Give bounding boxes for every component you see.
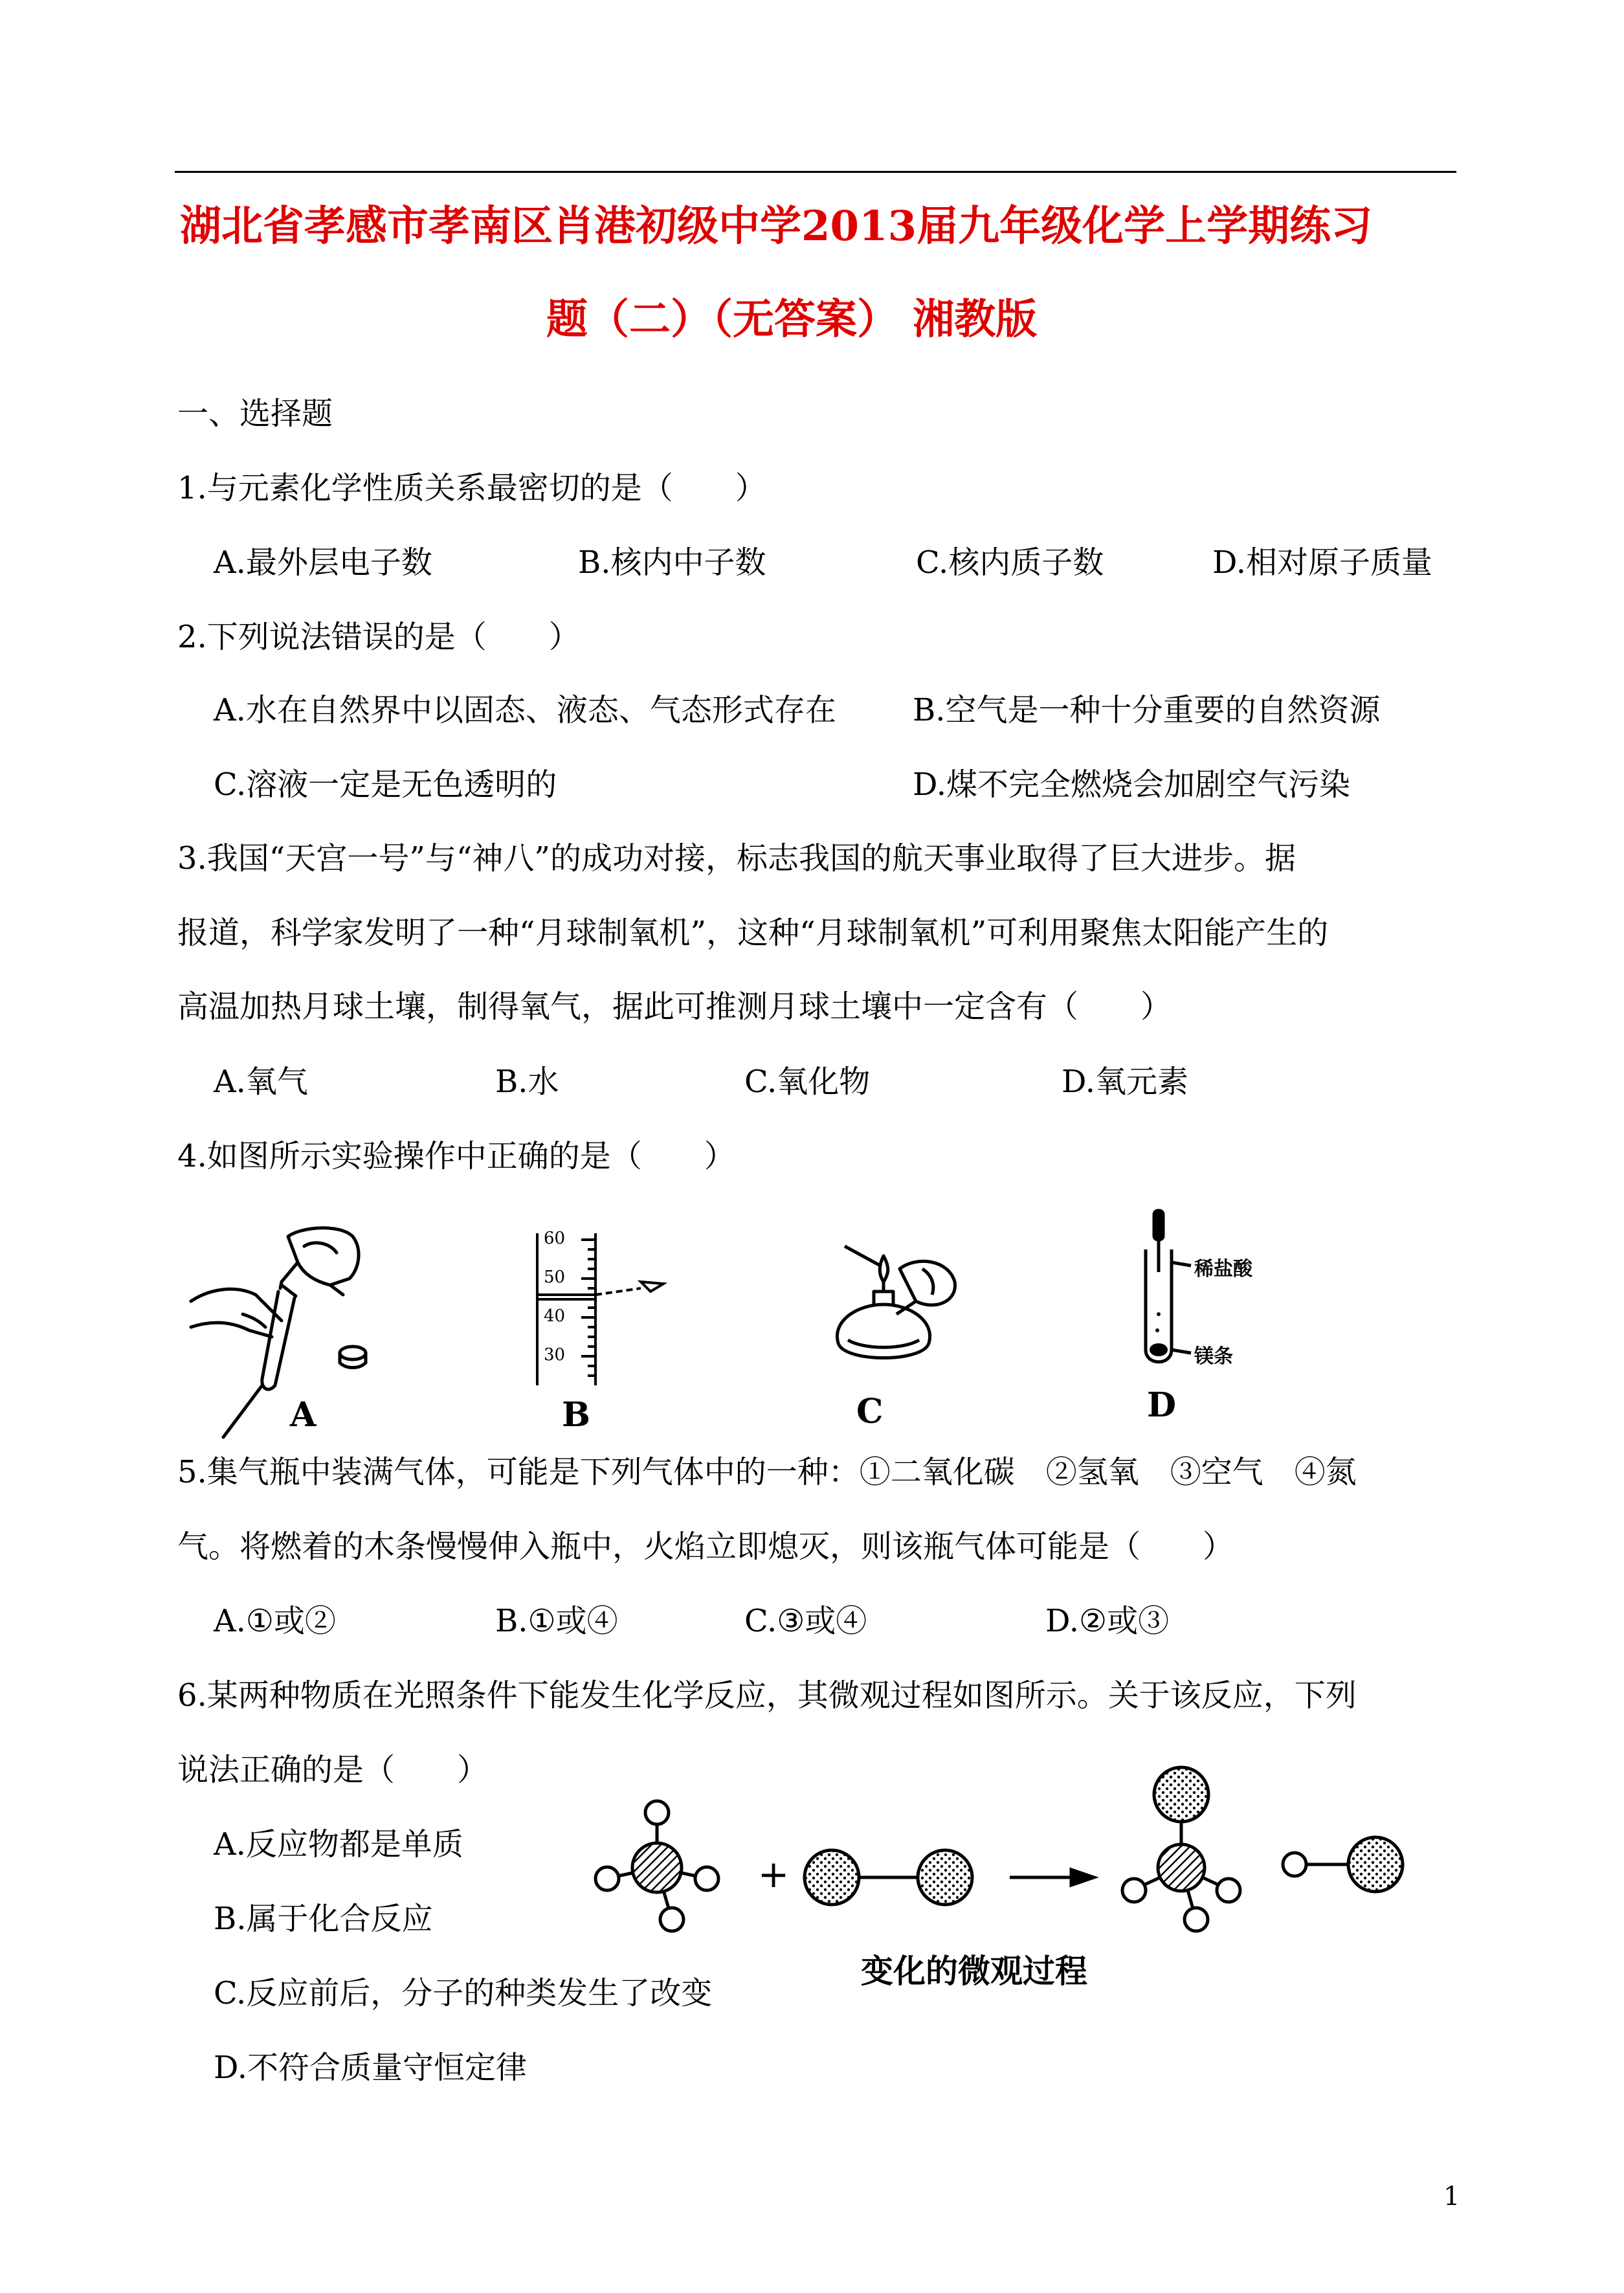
q6-option-a: A.反应物都是单质 — [214, 1826, 463, 1862]
q3-line3: 高温加热月球土壤，制得氧气，据此可推测月球土壤中一定含有（ ） — [177, 989, 1172, 1025]
page-title-line2: 题（二）（无答案） 湘教版 — [546, 295, 1038, 344]
q2-option-c: C.溶液一定是无色透明的 — [214, 766, 557, 803]
pouring-liquid-illustration — [184, 1224, 379, 1444]
alcohol-lamp-illustration — [819, 1243, 968, 1379]
q3-option-a: A.氧气 — [214, 1064, 308, 1100]
q2-stem: 2.下列说法错误的是（ ） — [177, 619, 580, 655]
plus-sign: + — [757, 1852, 790, 1896]
q5-line1: 5.集气瓶中装满气体，可能是下列气体中的一种：①二氧化碳 ②氢氧 ③空气 ④氮 — [177, 1454, 1357, 1490]
figure-label-a: A — [290, 1395, 317, 1435]
q4-stem: 4.如图所示实验操作中正确的是（ ） — [177, 1138, 735, 1174]
graduated-cylinder-illustration — [511, 1227, 686, 1389]
q2-option-b: B.空气是一种十分重要的自然资源 — [913, 692, 1381, 728]
q2-option-d: D.煤不完全燃烧会加剧空气污染 — [913, 766, 1351, 803]
test-tube-dropper-illustration — [1120, 1204, 1204, 1372]
reaction-microprocess-diagram — [583, 1748, 1437, 1955]
acid-label: 稀盐酸 — [1194, 1258, 1252, 1281]
q3-line2: 报道，科学家发明了一种“月球制氧机”，这种“月球制氧机”可利用聚焦太阳能产生的 — [177, 915, 1329, 951]
figure-label-d: D — [1147, 1385, 1177, 1425]
q6-option-d: D.不符合质量守恒定律 — [214, 2050, 528, 2086]
q1-option-d: D.相对原子质量 — [1212, 544, 1433, 581]
q1-option-b: B.核内中子数 — [578, 544, 766, 581]
q1-option-a: A.最外层电子数 — [214, 544, 432, 581]
q5-option-c: C.③或④ — [744, 1603, 867, 1639]
figure-label-c: C — [856, 1392, 884, 1431]
cylinder-tick-40: 40 — [544, 1306, 566, 1326]
q3-option-b: B.水 — [495, 1064, 559, 1100]
magnesium-label: 镁条 — [1194, 1345, 1233, 1368]
q5-option-d: D.②或③ — [1045, 1603, 1170, 1639]
q6-option-b: B.属于化合反应 — [214, 1901, 433, 1937]
header-rule — [175, 171, 1456, 173]
q6-line2: 说法正确的是（ ） — [177, 1752, 489, 1788]
q6-option-c: C.反应前后，分子的种类发生了改变 — [214, 1975, 713, 2011]
diagram-caption: 变化的微观过程 — [861, 1952, 1087, 1990]
q1-option-c: C.核内质子数 — [916, 544, 1104, 581]
cylinder-tick-30: 30 — [544, 1345, 566, 1365]
q3-option-d: D.氧元素 — [1062, 1064, 1189, 1100]
q5-option-a: A.①或② — [214, 1603, 336, 1639]
q6-line1: 6.某两种物质在光照条件下能发生化学反应，其微观过程如图所示。关于该反应，下列 — [177, 1677, 1357, 1714]
page-number: 1 — [1443, 2182, 1460, 2211]
figure-label-b: B — [562, 1395, 590, 1435]
q5-option-b: B.①或④ — [495, 1603, 618, 1639]
page-title-line1: 湖北省孝感市孝南区肖港初级中学2013届九年级化学上学期练习 — [180, 202, 1373, 251]
q3-line1: 3.我国“天宫一号”与“神八”的成功对接，标志我国的航天事业取得了巨大进步。据 — [177, 840, 1296, 877]
q5-line2: 气。将燃着的木条慢慢伸入瓶中，火焰立即熄灭，则该瓶气体可能是（ ） — [177, 1528, 1234, 1565]
cylinder-tick-60: 60 — [544, 1229, 566, 1248]
section-heading: 一、选择题 — [177, 396, 333, 432]
q2-option-a: A.水在自然界中以固态、液态、气态形式存在 — [214, 692, 836, 728]
q3-option-c: C.氧化物 — [744, 1064, 871, 1100]
cylinder-tick-50: 50 — [544, 1268, 566, 1287]
q1-stem: 1.与元素化学性质关系最密切的是（ ） — [177, 470, 766, 506]
